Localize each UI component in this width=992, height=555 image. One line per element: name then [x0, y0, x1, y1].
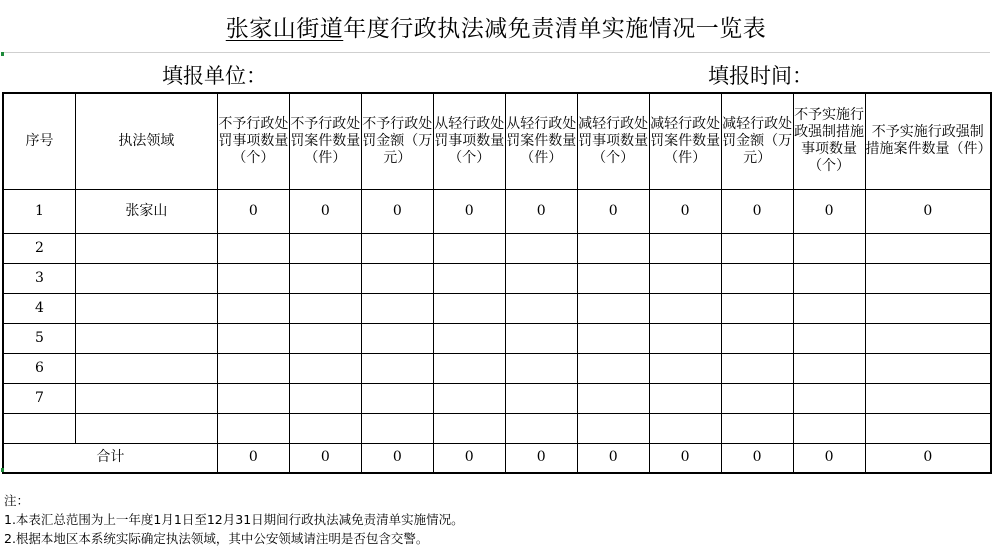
value-cell[interactable] [577, 413, 649, 443]
table-row [3, 293, 991, 323]
title-divider [2, 52, 990, 53]
value-cell[interactable] [865, 293, 991, 323]
total-value-cell[interactable]: 0 [505, 443, 577, 473]
value-cell[interactable] [433, 233, 505, 263]
row-index-cell[interactable] [3, 353, 76, 383]
value-cell[interactable] [361, 353, 433, 383]
value-cell[interactable] [361, 233, 433, 263]
value-cell[interactable]: 0 [361, 189, 433, 233]
header-cell: 不予实施行政强制措施案件数量（件） [865, 93, 991, 189]
header-cell: 执法领域 [76, 93, 218, 189]
domain-cell[interactable] [76, 353, 218, 383]
value-cell[interactable] [217, 233, 289, 263]
header-cell: 减轻行政处罚事项数量（个） [577, 93, 649, 189]
header-cell: 不予行政处罚金额（万元） [361, 93, 433, 189]
value-cell[interactable] [577, 383, 649, 413]
table-row [3, 233, 991, 263]
value-cell[interactable] [865, 353, 991, 383]
row-index-cell[interactable] [3, 263, 76, 293]
value-cell[interactable] [649, 353, 721, 383]
value-cell[interactable]: 0 [433, 189, 505, 233]
value-cell[interactable] [217, 383, 289, 413]
value-cell[interactable] [505, 293, 577, 323]
value-cell[interactable] [577, 353, 649, 383]
table-row [3, 353, 991, 383]
value-cell[interactable] [361, 323, 433, 353]
value-cell[interactable] [649, 323, 721, 353]
value-cell[interactable] [505, 263, 577, 293]
header-cell: 不予行政处罚案件数量（件） [289, 93, 361, 189]
value-cell[interactable] [793, 413, 865, 443]
value-cell[interactable] [865, 413, 991, 443]
table-row [3, 383, 991, 413]
value-cell[interactable] [505, 353, 577, 383]
value-cell[interactable]: 0 [505, 189, 577, 233]
table-row [3, 413, 991, 443]
value-cell[interactable] [577, 323, 649, 353]
value-cell[interactable]: 0 [793, 189, 865, 233]
value-cell[interactable]: 0 [217, 189, 289, 233]
value-cell[interactable] [217, 353, 289, 383]
row-index: 2 [35, 239, 44, 256]
value-cell[interactable]: 0 [577, 189, 649, 233]
row-index-cell[interactable] [3, 233, 76, 263]
header-cell: 从轻行政处罚事项数量（个） [433, 93, 505, 189]
title-text: 年度行政执法减免责清单实施情况一览表 [343, 15, 767, 42]
row-index: 4 [35, 299, 44, 316]
cell-selection-marker [1, 52, 4, 56]
note-line: 2.根据本地区本系统实际确定执法领域，其中公安领域请注明是否包含交警。 [4, 531, 429, 546]
value-cell[interactable] [433, 383, 505, 413]
value-cell[interactable] [721, 293, 793, 323]
value-cell[interactable] [721, 383, 793, 413]
total-row [3, 443, 991, 473]
total-value-cell[interactable]: 0 [721, 443, 793, 473]
value-cell[interactable] [793, 353, 865, 383]
value-cell[interactable] [793, 383, 865, 413]
domain-cell[interactable] [76, 323, 218, 353]
value-cell[interactable] [721, 233, 793, 263]
value-cell[interactable] [505, 383, 577, 413]
domain-cell[interactable] [76, 263, 218, 293]
value-cell[interactable] [505, 233, 577, 263]
row-index-cell[interactable] [3, 383, 76, 413]
row-index: 3 [35, 269, 44, 286]
total-value-cell[interactable]: 0 [361, 443, 433, 473]
value-cell[interactable] [865, 383, 991, 413]
value-cell[interactable] [505, 323, 577, 353]
value-cell[interactable] [289, 323, 361, 353]
table-header-row [3, 93, 991, 189]
value-cell[interactable] [793, 293, 865, 323]
row-index-cell[interactable] [3, 323, 76, 353]
value-cell[interactable]: 0 [649, 189, 721, 233]
table-row [3, 189, 991, 233]
total-value-cell[interactable]: 0 [649, 443, 721, 473]
total-value-cell[interactable]: 0 [793, 443, 865, 473]
header-cell: 序号 [3, 93, 76, 189]
note-line: 注： [4, 493, 30, 508]
value-cell[interactable] [289, 413, 361, 443]
fill-unit-label: 填报单位： [162, 64, 267, 88]
value-cell[interactable]: 0 [865, 189, 991, 233]
row-index: 6 [35, 359, 44, 376]
value-cell[interactable] [217, 293, 289, 323]
total-value-cell[interactable]: 0 [289, 443, 361, 473]
value-cell[interactable] [793, 323, 865, 353]
title-district: 张家山街道 [225, 15, 344, 42]
value-cell[interactable] [649, 383, 721, 413]
row-index-cell[interactable] [3, 189, 76, 233]
value-cell[interactable] [433, 263, 505, 293]
value-cell[interactable] [505, 413, 577, 443]
value-cell[interactable] [649, 263, 721, 293]
row-index-cell[interactable] [3, 413, 76, 443]
row-index-cell[interactable] [3, 293, 76, 323]
value-cell[interactable] [433, 353, 505, 383]
total-value-cell[interactable]: 0 [217, 443, 289, 473]
header-cell: 不予行政处罚事项数量（个） [217, 93, 289, 189]
total-label-cell[interactable]: 合计 [3, 443, 217, 473]
value-cell[interactable] [721, 263, 793, 293]
total-value-cell[interactable]: 0 [433, 443, 505, 473]
header-cell: 减轻行政处罚案件数量（件） [649, 93, 721, 189]
value-cell[interactable] [721, 323, 793, 353]
value-cell[interactable] [217, 323, 289, 353]
value-cell[interactable] [649, 233, 721, 263]
value-cell[interactable] [361, 413, 433, 443]
total-value-cell[interactable]: 0 [577, 443, 649, 473]
value-cell[interactable] [577, 293, 649, 323]
value-cell[interactable] [577, 233, 649, 263]
value-cell[interactable] [793, 233, 865, 263]
total-value-cell[interactable]: 0 [865, 443, 991, 473]
value-cell[interactable] [865, 233, 991, 263]
report-table [2, 92, 992, 474]
domain-cell[interactable] [76, 293, 218, 323]
header-cell: 减轻行政处罚金额（万元） [721, 93, 793, 189]
header-cell: 从轻行政处罚案件数量（件） [505, 93, 577, 189]
domain-cell[interactable] [76, 413, 218, 443]
domain-cell[interactable] [76, 383, 218, 413]
value-cell[interactable] [577, 263, 649, 293]
header-cell: 不予实施行政强制措施事项数量（个） [793, 93, 865, 189]
domain-cell[interactable] [76, 233, 218, 263]
value-cell[interactable] [433, 413, 505, 443]
note-line: 1.本表汇总范围为上一年度1月1日至12月31日期间行政执法减免责清单实施情况。 [4, 512, 464, 527]
value-cell[interactable] [217, 263, 289, 293]
row-index: 5 [35, 329, 44, 346]
value-cell[interactable] [865, 263, 991, 293]
notes-block [4, 491, 464, 548]
cell-selection-marker [1, 468, 4, 472]
value-cell[interactable] [361, 383, 433, 413]
value-cell[interactable] [361, 293, 433, 323]
value-cell[interactable] [361, 263, 433, 293]
value-cell[interactable] [289, 233, 361, 263]
value-cell[interactable] [433, 293, 505, 323]
domain-cell[interactable]: 张家山 [76, 189, 218, 233]
table-row [3, 263, 991, 293]
row-index: 7 [35, 389, 44, 406]
value-cell[interactable] [793, 263, 865, 293]
value-cell[interactable]: 0 [289, 189, 361, 233]
value-cell[interactable] [649, 293, 721, 323]
value-cell[interactable] [433, 323, 505, 353]
fill-time-label: 填报时间： [708, 64, 813, 88]
value-cell[interactable] [289, 293, 361, 323]
value-cell[interactable]: 0 [721, 189, 793, 233]
value-cell[interactable] [721, 413, 793, 443]
value-cell[interactable] [721, 353, 793, 383]
value-cell[interactable] [289, 263, 361, 293]
value-cell[interactable] [865, 323, 991, 353]
value-cell[interactable] [289, 383, 361, 413]
value-cell[interactable] [217, 413, 289, 443]
value-cell[interactable] [649, 413, 721, 443]
value-cell[interactable] [289, 353, 361, 383]
row-index: 1 [35, 202, 44, 219]
report-title [0, 0, 992, 52]
table-row [3, 323, 991, 353]
